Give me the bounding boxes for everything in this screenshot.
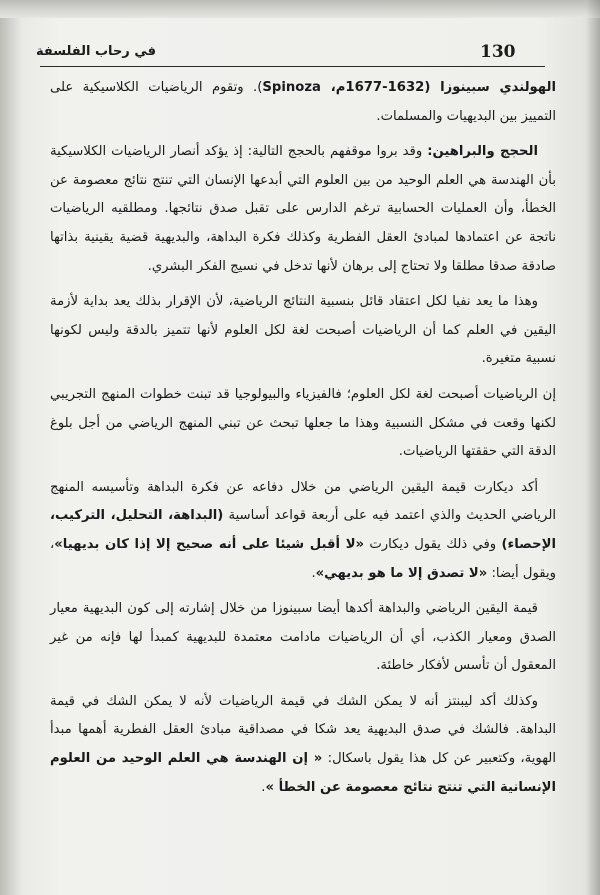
text-run: أكد ديكارت قيمة اليقين الرياضي من خلال دفاعه عن فكرة البداهة وتأسيسه المنهج الرياضي الحديث والذي اعتمد فيه على أربعة قواعد أساسية	[50, 479, 556, 524]
text-run: قيمة اليقين الرياضي والبداهة أكدها أيضا سبينوزا من خلال إشارته إلى كون البديهية معيار الصدق ومعيار الكذب، أي أن الرياضيات مادامت معتمدة للبديهية كمبدأ لها فإنه من غير المعقول أن تأسس لأفكار خاطئة.	[50, 601, 556, 674]
running-title: في رحاب الفلسفة	[36, 44, 156, 59]
bold-text: « إن الهندسة هي العلم الوحيد من العلوم الإنسانية التي تنتج نتائج معصومة عن الخطأ »	[50, 751, 556, 795]
text-run: وهذا ما يعد نفيا لكل اعتقاد قائل بنسبية النتائج الرياضية، لأن الإقرار بذلك يعد بداية لأزمة اليقين في العلم كما أن الرياضيات أصبحت لغة لكل العلوم لأنها تتميز بالدقة وليس لكونها نسبية متغيرة.	[50, 294, 556, 367]
text-run: وكذلك أكد ليبنتز أنه لا يمكن الشك في قيمة الرياضيات لأنه لا يمكن الشك في قيمة البداهة. فالشك في صدق البديهية يعد شكا في مصداقية مبادئ العقل الفطرية أهمها مبدأ الهوية، وكتعبير عن كل هذا يقول باسكال:	[50, 693, 556, 767]
text-run: وفي ذلك يقول ديكارت	[364, 536, 502, 552]
text-run: .	[311, 565, 316, 581]
page-shadow	[586, 0, 600, 895]
bold-text: الهولندي سبينوزا (1632-1677م،	[320, 80, 556, 95]
bold-text: الحجج والبراهين:	[427, 144, 538, 160]
text-run: ، ويقول أيضا:	[50, 536, 556, 581]
paragraph-p5	[50, 474, 556, 588]
text-run: إن الرياضيات أصبحت لغة لكل العلوم؛ فالفيزياء والبيولوجيا قد تبنت خطوات المنهج التجريبي لكنها وقعت في مشكل النسبية وهذا ما جعلها تبحث عن تبني المنهج الرياضي من أجل بلوغ الدقة التي حققتها الرياضيات.	[50, 386, 556, 460]
bold-text: «لا تصدق إلا ما هو بديهي»	[315, 565, 488, 581]
bold-text: (البداهة، التحليل، التركيب، الإحصاء)	[50, 508, 556, 552]
paragraph-p2	[50, 138, 556, 281]
paragraph-p7	[50, 688, 556, 802]
paragraph-p6	[50, 595, 556, 681]
bold-text: Spinoza	[262, 80, 321, 95]
text-run: ). وتقوم الرياضيات الكلاسيكية على التمييز بين البديهيات والمسلمات.	[50, 80, 556, 124]
bold-text: «لا أقبل شيئا على أنه صحيح إلا إذا كان بديهيا»	[54, 536, 365, 552]
text-run: وقد بروا موقفهم بالحجج التالية: إذ يؤكد أنصار الرياضيات الكلاسيكية بأن الهندسة هي العلم الوحيد من بين العلوم التي أبدعها الإنسان التي تنتج نتائج معصومة عن الخطأ، وأن العمليات الحسابية ترغم الدارس على تقبل صدق نتائجها. ومطلقيه الرياضيات ناتجة عن اعتمادها لمبادئ العقل الفطرية وكذلك فكرة البداهة، والبديهية قضية يقينية بذاتها صادقة صدقا مطلقا ولا تحتاج إلى برهان لأنها تدخل في نسيج الفكر البشري.	[50, 144, 556, 274]
text-run: .	[261, 779, 266, 795]
paragraph-p1	[50, 74, 556, 131]
header-rule	[40, 66, 545, 67]
page-number: 130	[480, 42, 516, 62]
paragraph-p3	[50, 288, 556, 374]
previous-page-edge	[0, 0, 600, 18]
body-text	[50, 74, 556, 809]
paragraph-p4	[50, 381, 556, 467]
